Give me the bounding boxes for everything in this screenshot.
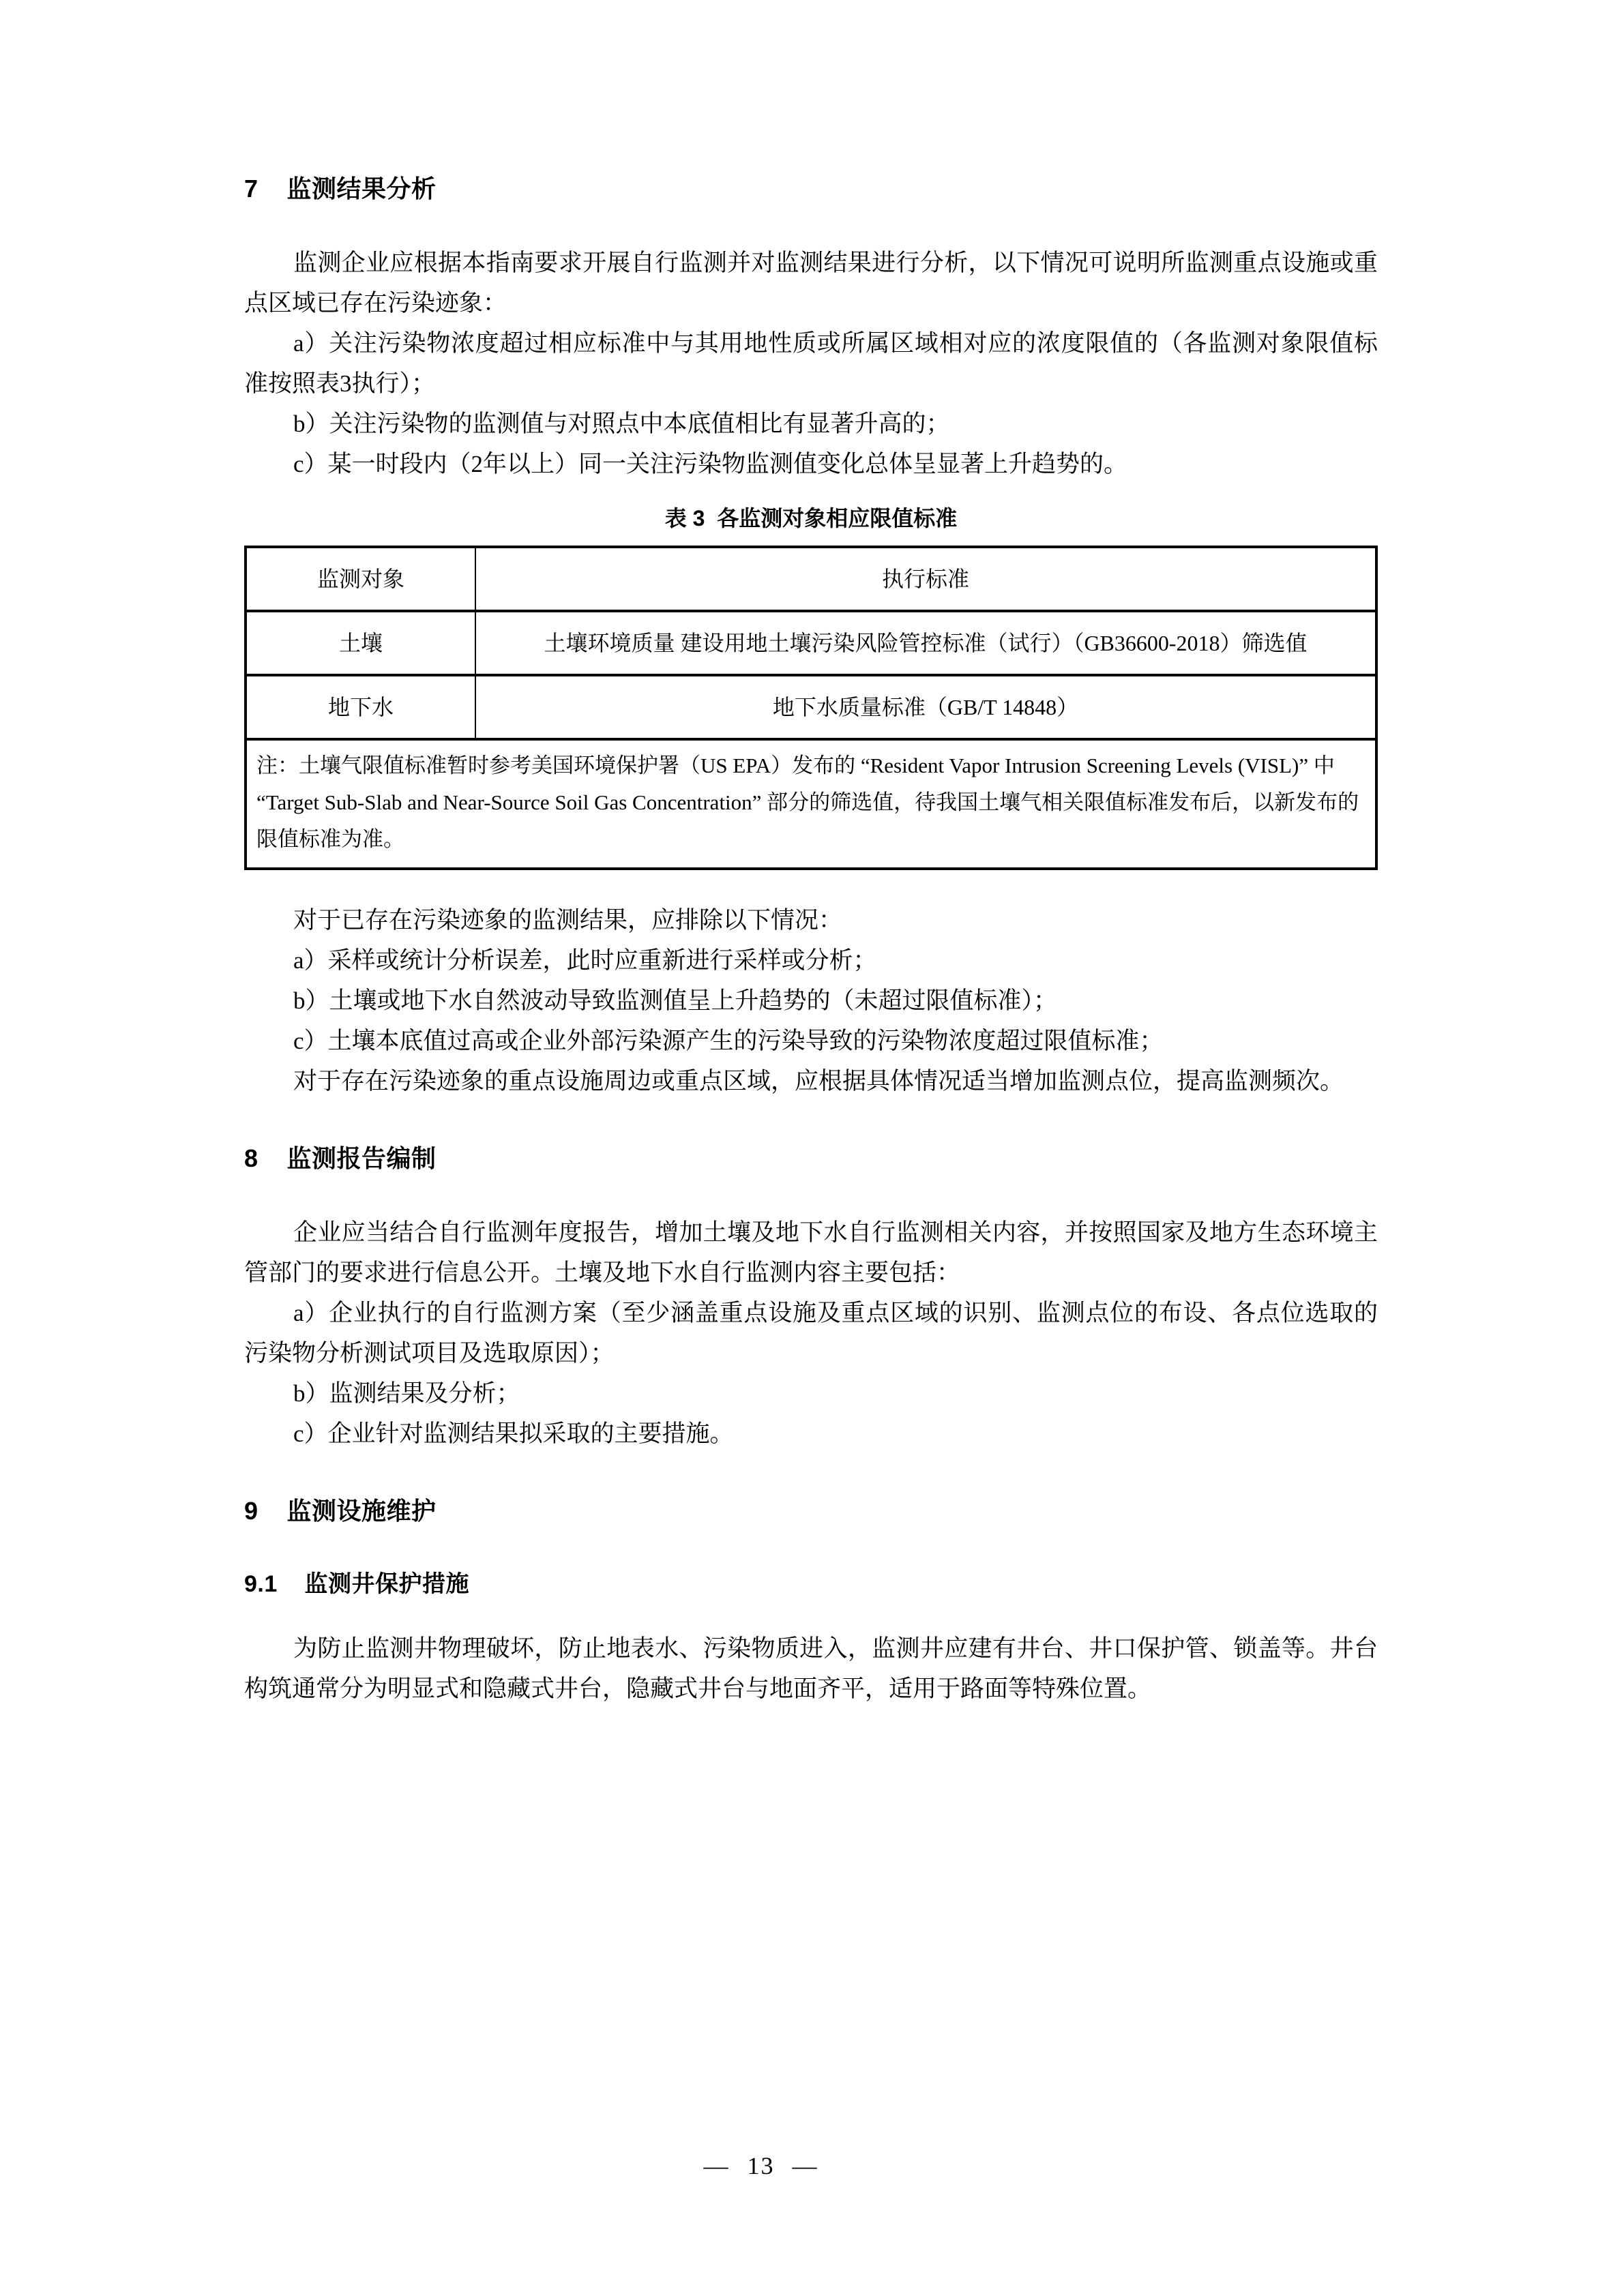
table-3-note: 注：土壤气限值标准暂时参考美国环境保护署（US EPA）发布的 “Resident Vapor Intrusion Screening Levels (VISL)” 中 “Target Sub-Slab and Near-Source Soil Gas Concentration” 部分的筛选值，待我国土壤气相关限值标准发布后，以新发布的限值标准为准。 (246, 739, 1376, 869)
table-note-row (246, 739, 1376, 869)
page-content (244, 174, 1378, 1709)
table-header-object: 监测对象 (246, 547, 475, 611)
section-7-exclusion-c: c）土壤本底值过高或企业外部污染源产生的污染导致的污染物浓度超过限值标准； (293, 1027, 1164, 1054)
table-3-caption: 表 3 各监测对象相应限值标准 (664, 506, 958, 531)
section-9-1-body: 为防止监测井物理破坏，防止地表水、污染物质进入，监测井应建有井台、井口保护管、锁盖等。井台构筑通常分为明显式和隐藏式井台，隐藏式井台与地面齐平，适用于路面等特殊位置。 (244, 1635, 1378, 1702)
table-cell-standard-soil: 土壤环境质量 建设用地土壤污染风险管控标准（试行）（GB36600-2018）筛选值 (475, 611, 1376, 675)
section-8-item-c: c）企业针对监测结果拟采取的主要措施。 (293, 1420, 734, 1447)
section-heading-8: 8 监测报告编制 (244, 1144, 437, 1172)
section-heading-7: 7 监测结果分析 (244, 175, 437, 203)
table-cell-object-groundwater: 地下水 (246, 675, 475, 739)
footer-dash-right: — (792, 2152, 818, 2179)
table-cell-object-soil: 土壤 (246, 611, 475, 675)
spacer (244, 1454, 1378, 1496)
section-heading-9: 9 监测设施维护 (244, 1496, 437, 1525)
section-8-item-b: b）监测结果及分析； (293, 1380, 520, 1407)
spacer (244, 1173, 1378, 1212)
table-row (246, 675, 1376, 739)
section-7-intro: 监测企业应根据本指南要求开展自行监测并对监测结果进行分析，以下情况可说明所监测重点设施或重点区域已存在污染迹象： (244, 250, 1378, 317)
table-header-standard: 执行标准 (475, 547, 1376, 611)
section-8-intro: 企业应当结合自行监测年度报告，增加土壤及地下水自行监测相关内容，并按照国家及地方生态环境主管部门的要求进行信息公开。土壤及地下水自行监测内容主要包括： (244, 1219, 1378, 1286)
section-8-item-a: a）企业执行的自行监测方案（至少涵盖重点设施及重点区域的识别、监测点位的布设、各点位选取的污染物分析测试项目及选取原因）； (244, 1299, 1378, 1367)
page-number: 13 (747, 2152, 775, 2179)
table-3-limits (244, 546, 1378, 870)
spacer (244, 484, 1378, 505)
spacer (244, 203, 1378, 243)
spacer (244, 1101, 1378, 1144)
table-header-row (246, 547, 1376, 611)
section-7-exclusion-a: a）采样或统计分析误差，此时应重新进行采样或分析； (293, 946, 877, 974)
section-7-item-a: a）关注污染物浓度超过相应标准中与其用地性质或所属区域相对应的浓度限值的（各监测对象限值标准按照表3执行）； (244, 330, 1378, 398)
section-7-item-b: b）关注污染物的监测值与对照点中本底值相比有显著升高的； (293, 411, 950, 438)
section-7-item-c: c）某一时段内（2年以上）同一关注污染物监测值变化总体呈显著上升趋势的。 (293, 451, 1128, 478)
footer-dash-left: — (703, 2152, 730, 2179)
section-heading-9-1: 9.1 监测井保护措施 (244, 1571, 470, 1598)
section-7-after-table-intro: 对于已存在污染迹象的监测结果，应排除以下情况： (293, 906, 843, 934)
section-7-closing: 对于存在污染迹象的重点设施周边或重点区域，应根据具体情况适当增加监测点位，提高监测频次。 (293, 1067, 1344, 1094)
page-number-group (686, 2151, 836, 2180)
table-row (246, 611, 1376, 675)
table-cell-standard-groundwater: 地下水质量标准（GB/T 14848） (475, 675, 1376, 739)
page-footer (0, 2151, 1624, 2180)
section-7-exclusion-b: b）土壤或地下水自然波动导致监测值呈上升趋势的（未超过限值标准）； (293, 987, 1058, 1014)
